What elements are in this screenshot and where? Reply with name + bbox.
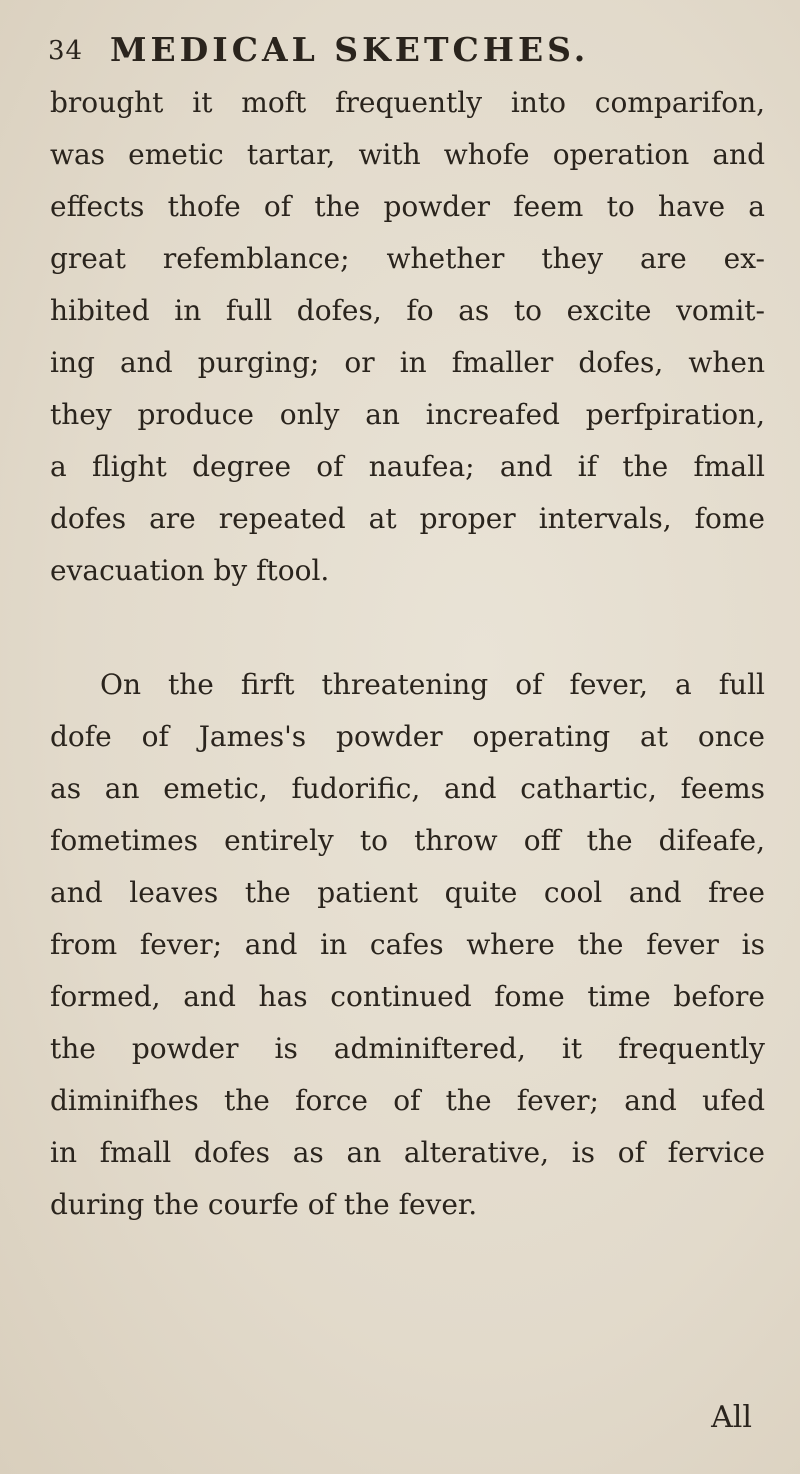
catchword: All bbox=[711, 1400, 752, 1435]
text-line: fometimes entirely to throw off the difeafe, bbox=[50, 824, 765, 857]
running-head: MEDICAL SKETCHES. bbox=[110, 30, 590, 69]
text-line: was emetic tartar, with whofe operation and bbox=[50, 138, 765, 171]
text-line: the powder is adminiftered, it frequently bbox=[50, 1032, 765, 1065]
text-line: dofes are repeated at proper intervals, fome bbox=[50, 502, 765, 535]
text-line: a flight degree of naufea; and if the fmall bbox=[50, 450, 765, 483]
text-line: dofe of James's powder operating at once bbox=[50, 720, 765, 753]
text-line: diminifhes the force of the fever; and ufed bbox=[50, 1084, 765, 1117]
text-line: great refemblance; whether they are ex- bbox=[50, 242, 765, 275]
text-line: from fever; and in cafes where the fever is bbox=[50, 928, 765, 961]
text-line: evacuation by ftool. bbox=[50, 554, 330, 587]
text-line: On the firft threatening of fever, a full bbox=[100, 668, 765, 701]
text-line: effects thofe of the powder feem to have a bbox=[50, 190, 765, 223]
text-line: ing and purging; or in fmaller dofes, when bbox=[50, 346, 765, 379]
text-line: during the courfe of the fever. bbox=[50, 1188, 478, 1221]
text-line: hibited in full dofes, fo as to excite vomit- bbox=[50, 294, 765, 327]
page-number: 34 bbox=[48, 36, 84, 66]
text-line: formed, and has continued fome time before bbox=[50, 980, 765, 1013]
text-line: brought it moft frequently into comparifon, bbox=[50, 86, 765, 119]
text-line: as an emetic, fudorific, and cathartic, feems bbox=[50, 772, 765, 805]
text-line: in fmall dofes as an alterative, is of fervice bbox=[50, 1136, 765, 1169]
page-header bbox=[0, 30, 800, 70]
text-line: they produce only an increafed perfpiration, bbox=[50, 398, 765, 431]
text-line: and leaves the patient quite cool and free bbox=[50, 876, 765, 909]
